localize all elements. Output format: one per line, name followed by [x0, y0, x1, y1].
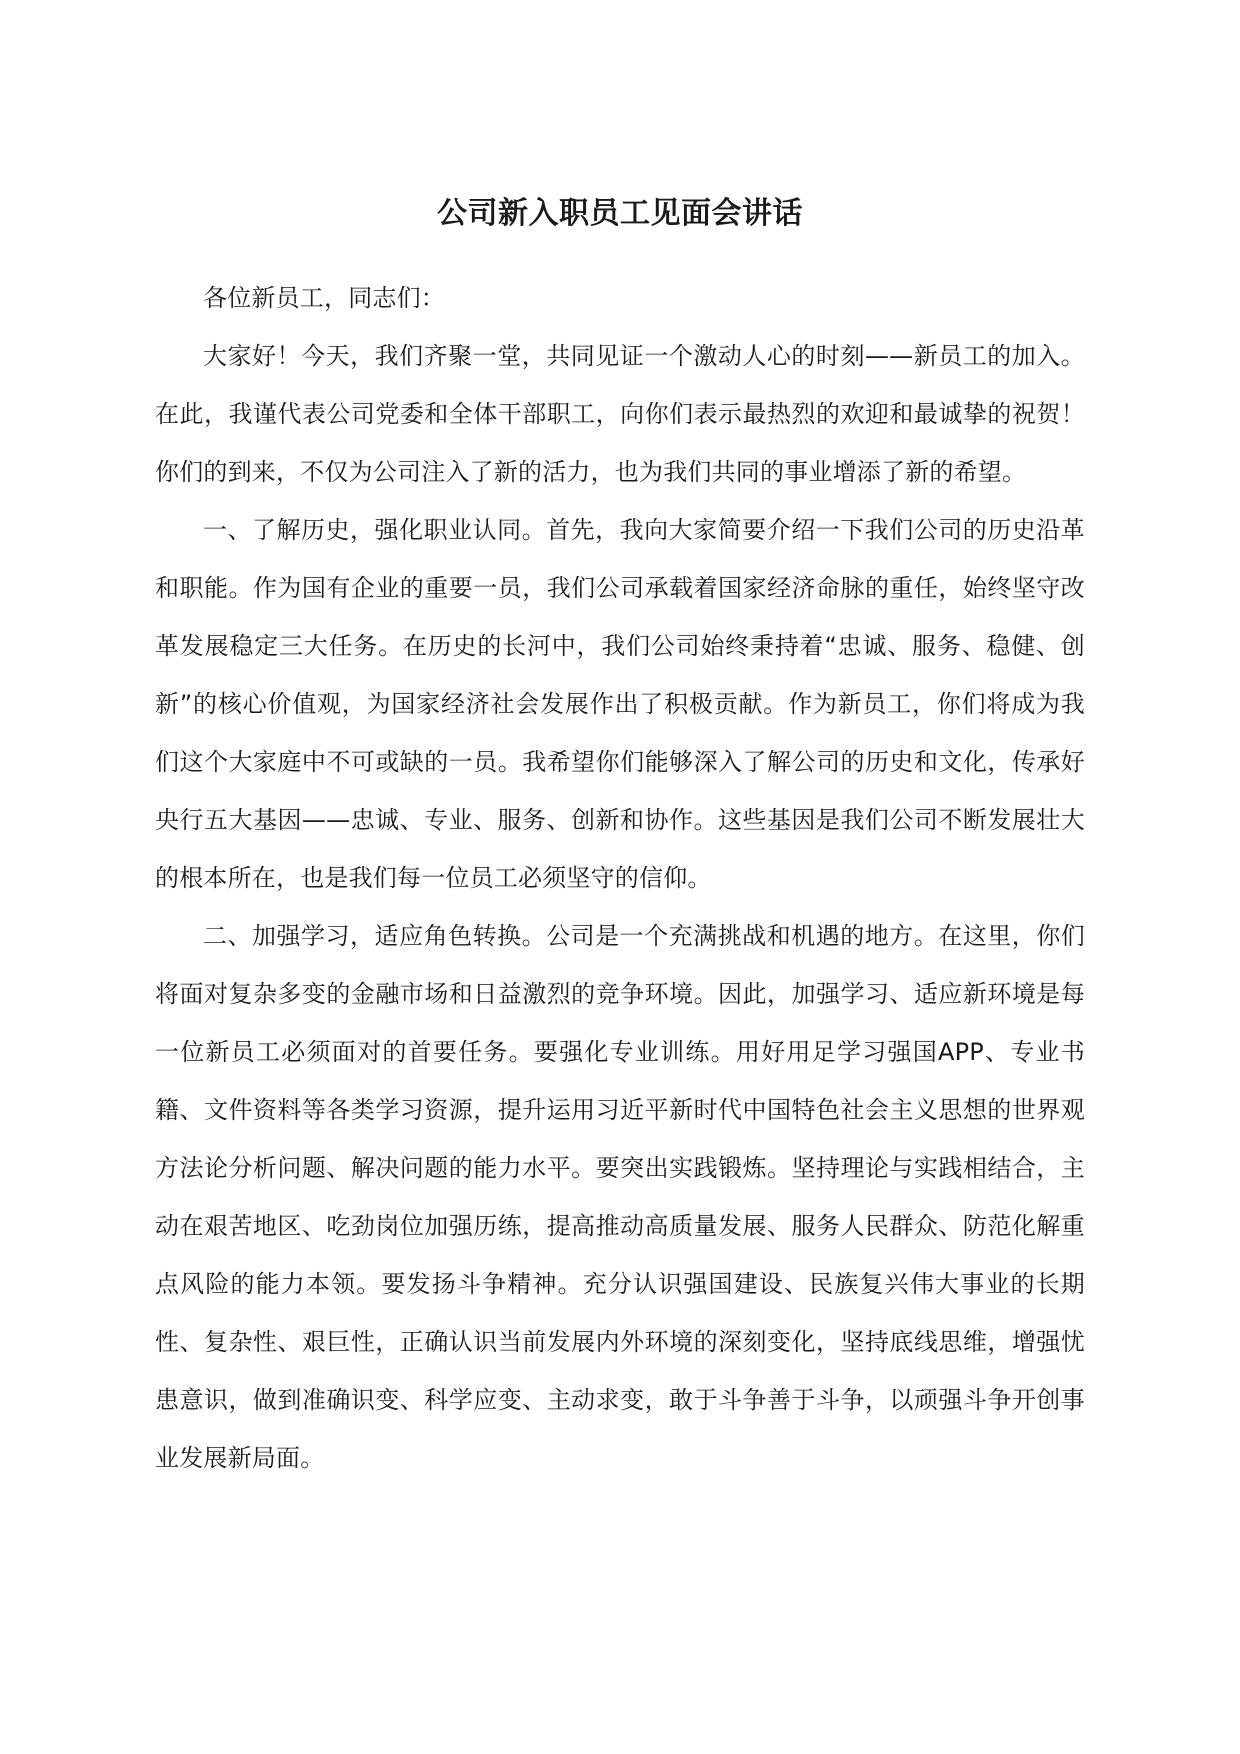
greeting-paragraph: 大家好！今天，我们齐聚一堂，共同见证一个激动人心的时刻——新员工的加入。在此，我谨代表公司党委和全体干部职工，向你们表示最热烈的欢迎和最诚挚的祝贺！你们的到来，不仅为公司注入了新的活力，也为我们共同的事业增添了新的希望。 — [155, 342, 1085, 486]
document-title: 公司新入职员工见面会讲话 — [437, 196, 803, 231]
section-two-paragraph: 二、加强学习，适应角色转换。公司是一个充满挑战和机遇的地方。在这里，你们将面对复杂多变的金融市场和日益激烈的竞争环境。因此，加强学习、适应新环境是每一位新员工必须面对的首要任务。要强化专业训练。用好用足学习强国APP、专业书籍、文件资料等各类学习资源，提升运用习近平新时代中国特色社会主义思想的世界观方法论分析问题、解决问题的能力水平。要突出实践锻炼。坚持理论与实践相结合，主动在艰苦地区、吃劲岗位加强历练，提高推动高质量发展、服务人民群众、防范化解重点风险的能力本领。要发扬斗争精神。充分认识强国建设、民族复兴伟大事业的长期性、复杂性、艰巨性，正确认识当前发展内外环境的深刻变化，坚持底线思维，增强忧患意识，做到准确识变、科学应变、主动求变，敢于斗争善于斗争，以顽强斗争开创事业发展新局面。 — [155, 922, 1085, 1472]
section-one-paragraph: 一、了解历史，强化职业认同。首先，我向大家简要介绍一下我们公司的历史沿革和职能。作为国有企业的重要一员，我们公司承载着国家经济命脉的重任，始终坚守改革发展稳定三大任务。在历史的长河中，我们公司始终秉持着“忠诚、服务、稳健、创新”的核心价值观，为国家经济社会发展作出了积极贡献。作为新员工，你们将成为我们这个大家庭中不可或缺的一员。我希望你们能够深入了解公司的历史和文化，传承好央行五大基因——忠诚、专业、服务、创新和协作。这些基因是我们公司不断发展壮大的根本所在，也是我们每一位员工必须坚守的信仰。 — [155, 516, 1085, 892]
document-page — [155, 185, 1085, 1487]
salutation-paragraph: 各位新员工，同志们： — [203, 284, 445, 312]
